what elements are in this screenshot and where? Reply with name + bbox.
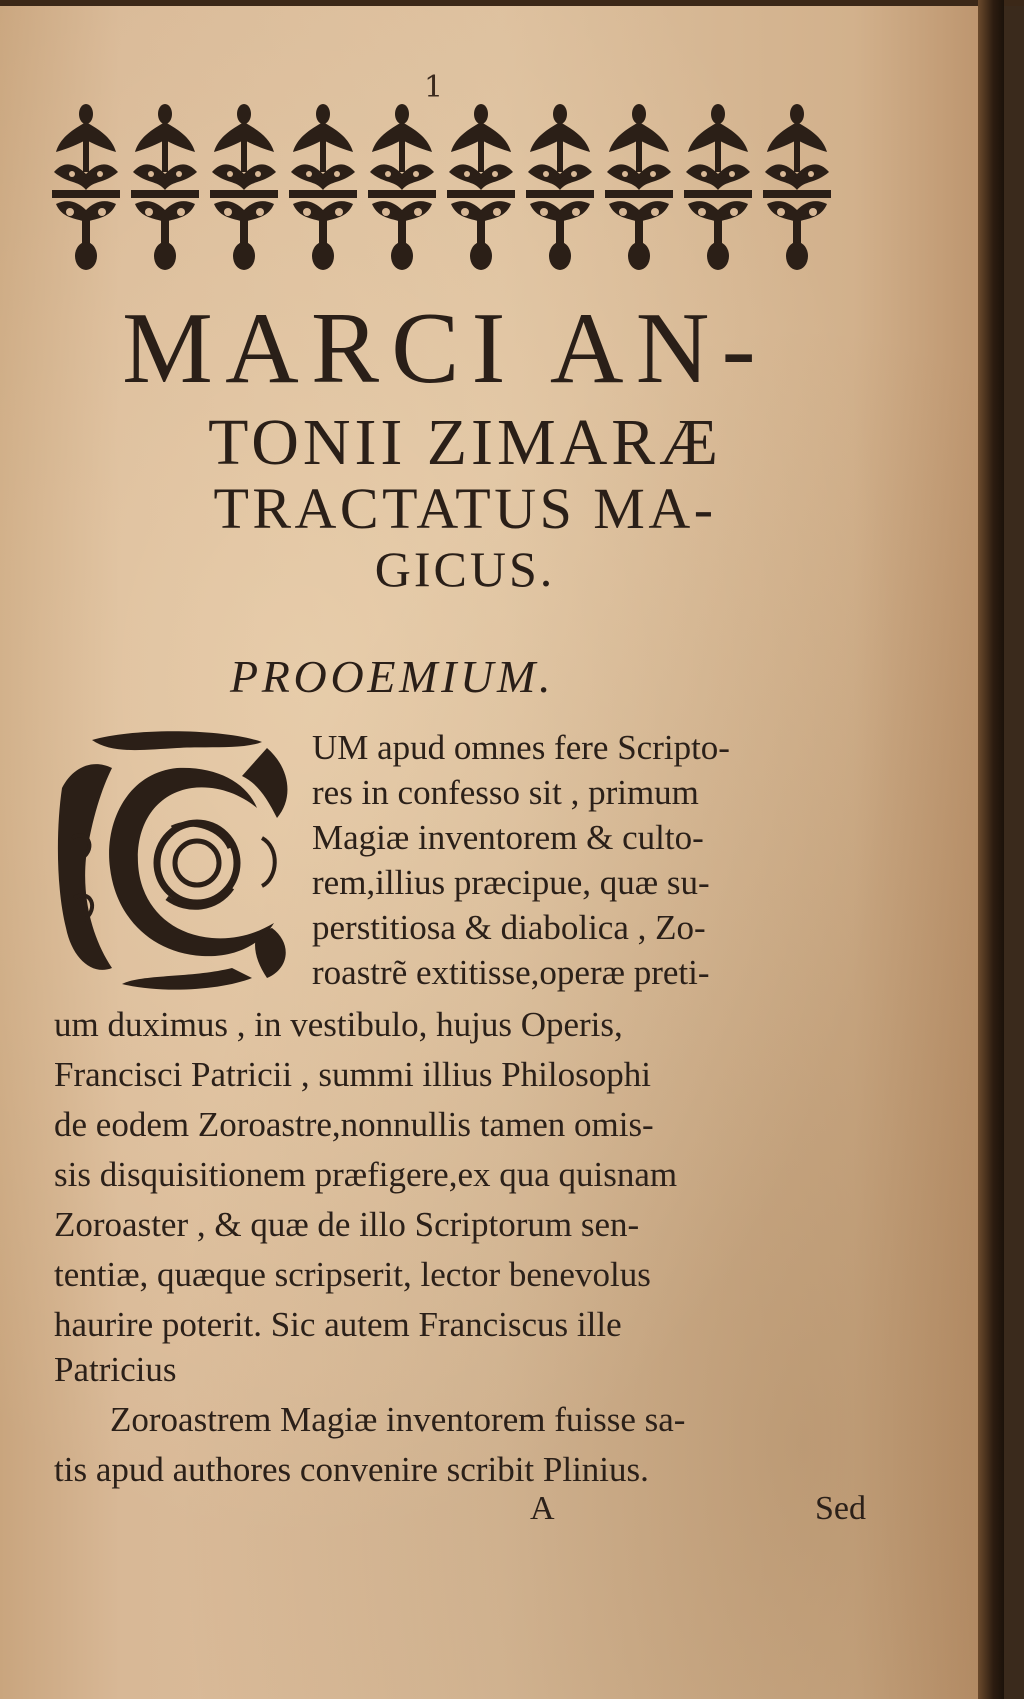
title-line-4: GICUS. [374,541,556,597]
body-line: tis apud authores convenire scribit Plinius. [54,1450,649,1489]
title-line-3: TRACTATUS MA- [213,476,717,541]
body-line: Zoroaster , & quæ de illo Scriptorum sen- [54,1205,640,1244]
body-line: Zoroastrem Magiæ inventorem fuisse sa- [110,1400,686,1439]
title-line-1: MARCI AN- [122,292,768,405]
body-line: haurire poterit. Sic autem Franciscus ille [54,1305,622,1344]
body-line: perstitiosa & diabolica , Zo- [312,908,706,947]
title-line-2: TONII ZIMARÆ [208,406,722,479]
section-heading: PROOEMIUM. [230,651,555,702]
body-line: rem,illius præcipue, quæ su- [312,863,710,902]
body-line: tentiæ, quæque scripserit, lector benevolus [54,1255,651,1294]
book-gutter-edge [978,0,1004,1699]
signature-mark: A [530,1490,555,1527]
page-top-edge [0,0,1024,6]
fleuron-ornament-row [52,100,832,285]
body-line: roastrẽ extitisse,operæ preti- [312,953,710,992]
body-line: sis disquisitionem præfigere,ex qua quisnam [54,1155,678,1194]
body-line: res in confesso sit , primum [312,773,699,812]
body-line: um duximus , in vestibulo, hujus Operis, [54,1005,623,1044]
folio-number: 1 [424,70,444,105]
body-line: Francisci Patricii , summi illius Philosophi [54,1055,651,1094]
decorated-initial-c [52,728,302,996]
body-line: Magiæ inventorem & culto- [312,818,704,857]
body-line: UM apud omnes fere Scripto- [312,728,730,767]
catchword: Sed [815,1490,866,1527]
body-line: de eodem Zoroastre,nonnullis tamen omis- [54,1105,654,1144]
body-line: Patricius [54,1350,177,1389]
